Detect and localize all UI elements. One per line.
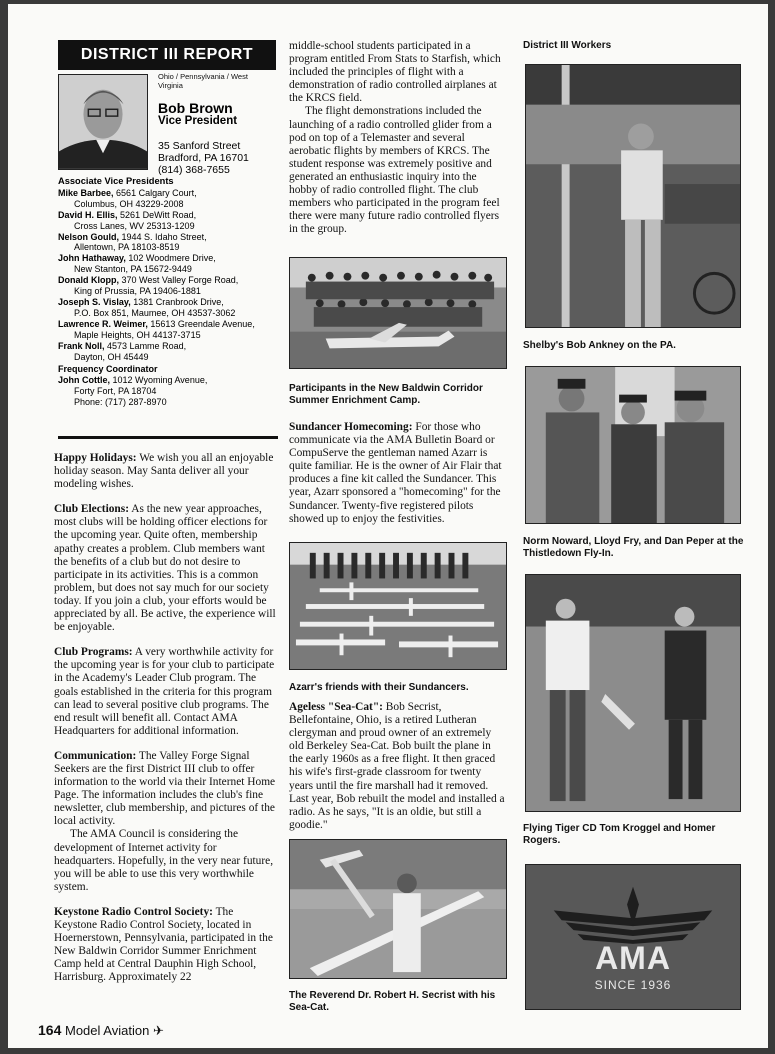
frequency-person xyxy=(58,375,278,386)
sundancer-text: For those who communicate via the AMA Bulletin Board or CompuServe the gentleman named Azarr is quite familiar. He is the owner of Air Flair that produces a fine kit called the Sundancer. This year, Azarr sponsored a "homecoming" for the Sundancer. Twenty-five registered pilots showed up to enjoy the festivities. xyxy=(289,421,502,525)
associate-street: 1944 S. Idaho Street, xyxy=(121,231,207,242)
associate-entry xyxy=(58,341,278,363)
associate-city: P.O. Box 851, Maumee, OH 43537-3062 xyxy=(74,307,236,318)
airplane-icon: ✈ xyxy=(152,1023,164,1038)
associate-street: 15613 Greendale Avenue, xyxy=(150,318,255,329)
thistledown-caption: Norm Noward, Lloyd Fry, and Dan Peper at the Thistledown Fly-In. xyxy=(523,536,744,559)
holidays-paragraph xyxy=(54,452,278,491)
sea-cat-caption: The Reverend Dr. Robert H. Secrist with his Sea-Cat. xyxy=(289,990,496,1013)
associate-line-1 xyxy=(58,253,278,264)
thistledown-photo xyxy=(525,366,741,524)
associate-entry xyxy=(58,253,278,275)
associate-street: 370 West Valley Forge Road, xyxy=(121,275,239,286)
programs-paragraph xyxy=(54,646,278,738)
associates-heading: Associate Vice Presidents xyxy=(58,176,174,186)
associate-line-1 xyxy=(58,210,278,221)
associate-street: 4573 Lamme Road, xyxy=(107,340,187,351)
associate-list xyxy=(58,176,278,408)
associate-line-1 xyxy=(58,341,278,352)
associate-entry xyxy=(58,188,278,210)
holidays-heading: Happy Holidays: xyxy=(54,452,137,464)
communication-text: The Valley Forge Signal Seekers are the first District III club to offer information to the world via their Internet Home Page. The information includes the club's fine newsletter, club membership, and pictures of the local activity. xyxy=(54,749,276,828)
associate-line-1 xyxy=(58,275,278,286)
associate-city: Cross Lanes, WV 25313-1209 xyxy=(74,220,195,231)
associate-entry xyxy=(58,210,278,232)
ankney-photo xyxy=(525,64,741,328)
kroggel-rogers-photo xyxy=(525,574,741,812)
keystone-heading: Keystone Radio Control Society: xyxy=(54,905,213,918)
section-divider xyxy=(58,436,278,439)
associate-city: Columbus, OH 43229-2008 xyxy=(74,198,184,209)
summer-camp-caption: Participants in the New Baldwin Corridor Summer Enrichment Camp. xyxy=(289,383,483,406)
ama-logo-text: AMA xyxy=(595,940,671,976)
elections-text: As the new year approaches, most clubs will be holding officer elections for the upcoming year. Quite often, membership apathy creates a problem. Club members want the benefits of a club but do not desire to participate in its activities. This is a common problem, but does not say much for our society today. If you join a club, your efforts would be appreciated by all. Be active, the experience will be enjoyable. xyxy=(54,503,276,634)
sundancer-paragraph xyxy=(289,421,507,538)
associate-entry xyxy=(58,297,278,319)
associate-city: New Stanton, PA 15672-9449 xyxy=(74,264,192,275)
magazine-name: Model Aviation xyxy=(64,1023,150,1038)
vp-portrait xyxy=(58,74,148,170)
associate-city: Maple Heights, OH 44137-3715 xyxy=(74,329,201,340)
communication-heading: Communication: xyxy=(54,749,137,762)
sundancers-caption: Azarr's friends with their Sundancers. xyxy=(289,682,469,693)
associate-line-1 xyxy=(58,297,278,308)
sea-cat-heading: Ageless "Sea-Cat": xyxy=(289,701,383,713)
associate-name: Frank Noll, xyxy=(58,340,105,351)
vp-address-street: 35 Sanford Street xyxy=(158,140,241,152)
associate-line-1 xyxy=(58,232,278,243)
associate-street: 1381 Cranbrook Drive, xyxy=(133,296,224,307)
elections-heading: Club Elections: xyxy=(54,503,129,516)
column-1-text xyxy=(54,452,278,996)
associate-name: Donald Klopp, xyxy=(58,275,119,286)
ankney-caption: Shelby's Bob Ankney on the PA. xyxy=(523,340,676,351)
associate-name: Lawrence R. Weimer, xyxy=(58,318,148,329)
elections-paragraph xyxy=(54,503,278,634)
associate-city: King of Prussia, PA 19406-1881 xyxy=(74,286,201,297)
associate-name: Joseph S. Vislay, xyxy=(58,296,131,307)
associate-city: Dayton, OH 45449 xyxy=(74,351,149,362)
vp-name: Bob Brown xyxy=(158,100,233,116)
flight-demo-paragraph: The flight demonstrations included the launching of a radio controlled glider from a pod on top of a Telemaster and several aerobatic flights by members of KRCS. The student response was extremely positive and generated an enthusiastic inquiry into the hobby of radio controlled flight. The club members who participated in the program feel there were many future radio controlled flyers in the group. xyxy=(289,105,500,236)
associate-street: 6561 Calgary Court, xyxy=(116,187,197,198)
sundancer-heading: Sundancer Homecoming: xyxy=(289,421,413,433)
vp-phone: (814) 368-7655 xyxy=(158,164,230,176)
vp-title: Vice President xyxy=(158,115,238,127)
workers-heading: District III Workers xyxy=(523,40,612,51)
magazine-page xyxy=(8,4,768,1048)
keystone-paragraph xyxy=(54,906,278,985)
sea-cat-text: Bob Secrist, Bellefontaine, Ohio, is a retired Lutheran clergyman and proud owner of an extremely old Berkeley Sea-Cat. Bob built the plane in the early 1960s as a free flight. It then graced his wife's first-grade classroom for twenty years until the fire marshall had it removed. Last year, Bob rebuilt the model and installed a radio. As he says, "It is an oldie, but still a goodie." xyxy=(289,701,505,831)
sea-cat-photo xyxy=(289,839,507,979)
associate-name: Nelson Gould, xyxy=(58,231,120,242)
sundancers-photo xyxy=(289,542,507,670)
vp-states: Ohio / Pennsylvania / West Virginia xyxy=(158,72,248,90)
associate-city: Allentown, PA 18103-8519 xyxy=(74,242,180,253)
holidays-text: We wish you all an enjoyable holiday season. May Santa deliver all your modeling wishes. xyxy=(54,452,274,491)
programs-text: A very worthwhile activity for the upcoming year is for your club to participate in the Academy's Leader Club program. The goals established in the criteria for this program can lead to several positive club programs. The end result will benefit all. Contact AMA Headquarters for additional information. xyxy=(54,646,275,737)
associate-line-1 xyxy=(58,188,278,199)
associate-street: 102 Woodmere Drive, xyxy=(128,253,216,264)
programs-heading: Club Programs: xyxy=(54,646,133,659)
keystone-text: The Keystone Radio Control Society, located in Hoernerstown, Pennsylvania, participated in the New Baldwin Corridor Summer Enrichment Camp held at Central Dauphin High School, Harrisburg. Approximately 22 xyxy=(54,905,273,984)
page-footer xyxy=(38,1022,164,1039)
vp-address xyxy=(158,140,249,176)
associate-entry xyxy=(58,319,278,341)
associate-line-1 xyxy=(58,319,278,330)
communication-paragraph xyxy=(54,750,278,829)
associate-street: 5261 DeWitt Road, xyxy=(120,209,197,220)
ama-since: SINCE 1936 xyxy=(594,978,672,992)
associate-name: David H. Ellis, xyxy=(58,209,118,220)
associate-entry xyxy=(58,275,278,297)
sea-cat-paragraph xyxy=(289,701,507,844)
district-banner: DISTRICT III REPORT xyxy=(58,40,276,70)
column-2-top-text xyxy=(289,40,507,248)
vp-address-city: Bradford, PA 16701 xyxy=(158,152,249,164)
frequency-heading: Frequency Coordinator xyxy=(58,364,158,375)
associate-name: John Hathaway, xyxy=(58,253,126,264)
keystone-continued: middle-school students participated in a program entitled From Stats to Starfish, which included the principles of flight with a demonstration of radio controlled airplanes at the KRCS field. xyxy=(289,40,501,105)
page-number: 164 xyxy=(38,1022,62,1038)
summer-camp-photo xyxy=(289,257,507,369)
freq-line2: Forty Fort, PA 18704 xyxy=(74,386,157,397)
associate-entry xyxy=(58,232,278,254)
freq-line1: 1012 Wyoming Avenue, xyxy=(112,375,208,386)
kroggel-rogers-caption: Flying Tiger CD Tom Kroggel and Homer Rogers. xyxy=(523,823,716,846)
council-paragraph: The AMA Council is considering the development of Internet activity for headquarters. Hopefully, in the very near future, you will be able to use this very worthwhile system. xyxy=(54,828,274,893)
associate-name: Mike Barbee, xyxy=(58,187,114,198)
freq-line3: Phone: (717) 287-8970 xyxy=(74,397,167,408)
freq-name: John Cottle, xyxy=(58,375,110,386)
